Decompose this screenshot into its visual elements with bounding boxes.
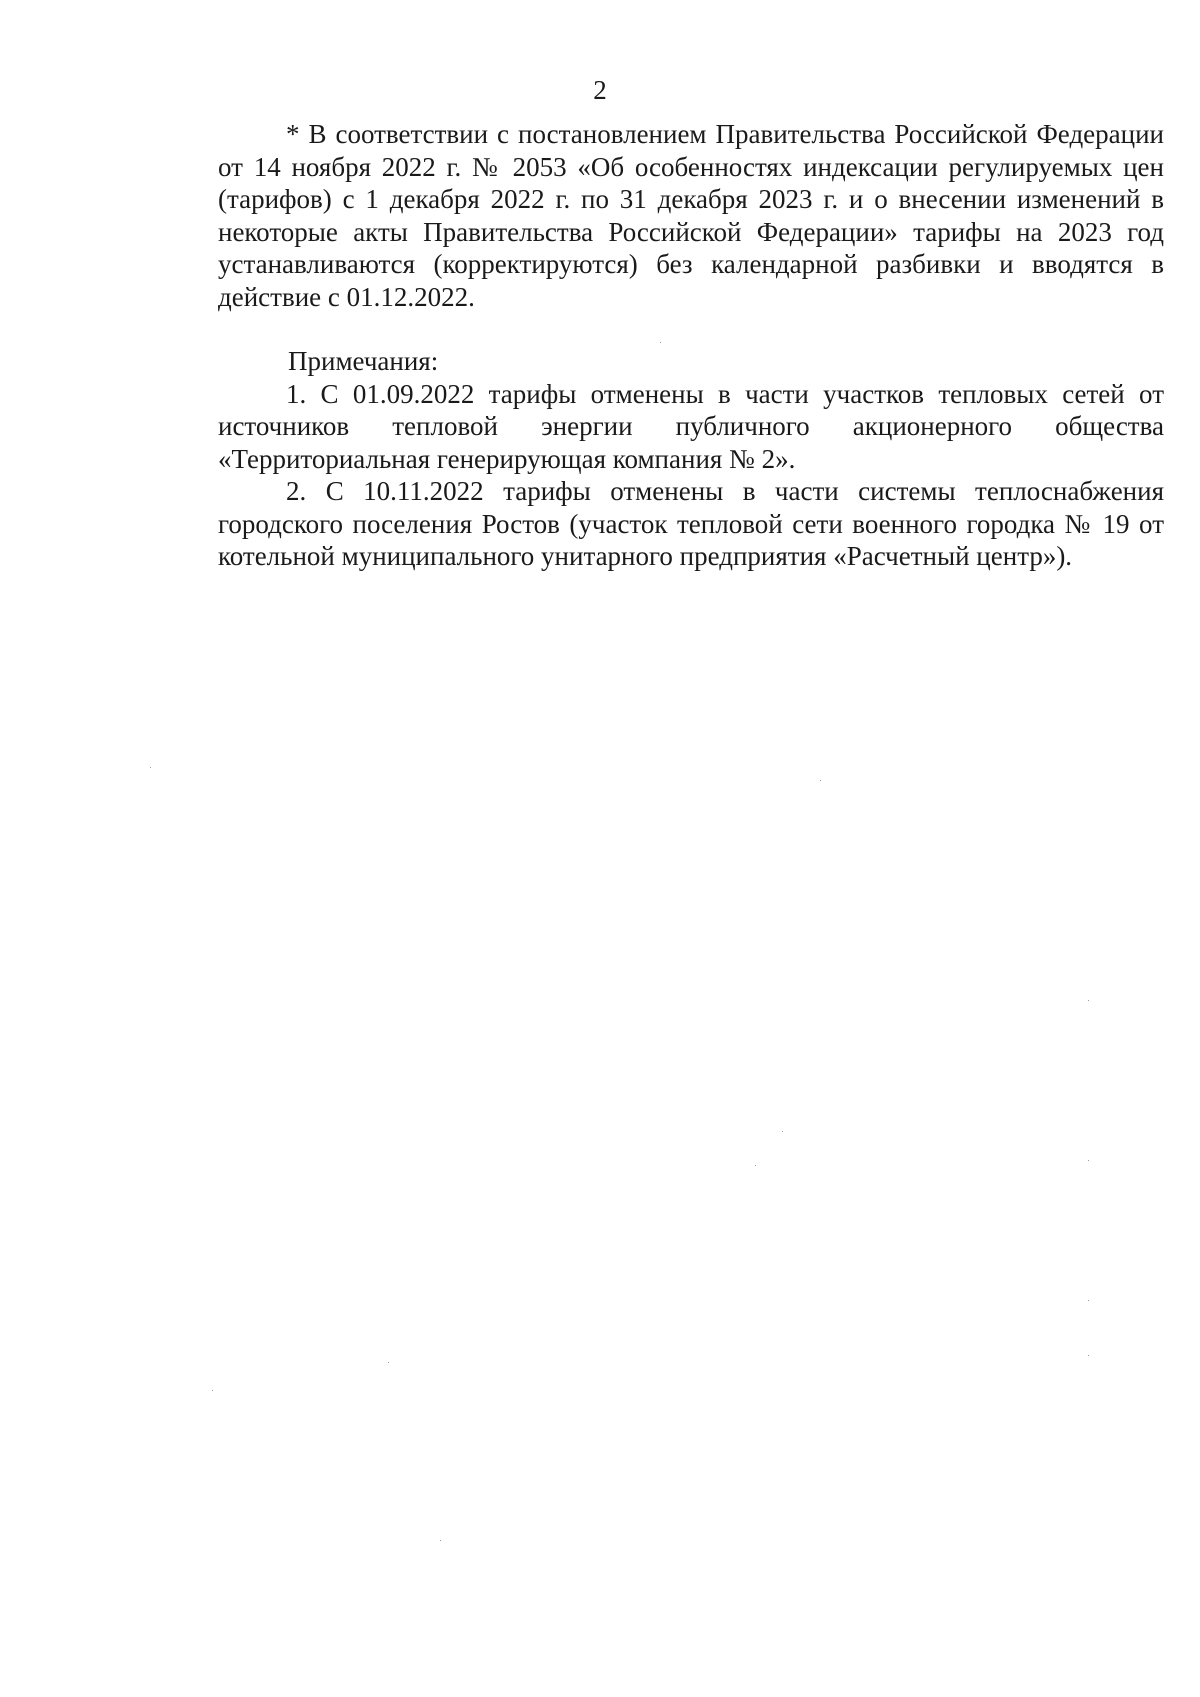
note-item-1: 1. С 01.09.2022 тарифы отменены в части участков тепловых сетей от источников тепловой энергии публичного акционерного общества «Территориальная генерирующая компания № 2». (218, 378, 1164, 474)
scan-speck (1088, 1355, 1089, 1356)
document-body (218, 118, 1164, 573)
scan-speck (440, 1540, 441, 1541)
scan-speck (755, 1165, 756, 1166)
page-number: 2 (593, 75, 607, 105)
scan-speck (150, 767, 151, 768)
scan-speck (1088, 1160, 1089, 1161)
scan-speck (660, 342, 661, 343)
scan-speck (1088, 1000, 1089, 1001)
paragraph-spacer (218, 313, 1164, 345)
scan-speck (212, 1390, 213, 1391)
scan-speck (782, 1131, 783, 1132)
scan-speck (1088, 1300, 1089, 1301)
scan-speck (388, 1362, 389, 1363)
scan-speck (820, 780, 821, 781)
notes-heading: Примечания: (288, 346, 439, 376)
footnote-paragraph: * В соответствии с постановлением Правительства Российской Федерации от 14 ноября 2022 г. № 2053 «Об особенностях индексации регулируемых цен (тарифов) с 1 декабря 2022 г. по 31 декабря 2023 г. и о внесении изменений в некоторые акты Правительства Российской Федерации» тарифы на 2023 год устанавливаются (корректируются) без календарной разбивки и вводятся в действие с 01.12.2022. (218, 119, 1164, 312)
note-item-2: 2. С 10.11.2022 тарифы отменены в части системы теплоснабжения городского поселения Ростов (участок тепловой сети военного городка № 19 от котельной муниципального унитарного предприятия «Расчетный центр»). (218, 476, 1164, 571)
